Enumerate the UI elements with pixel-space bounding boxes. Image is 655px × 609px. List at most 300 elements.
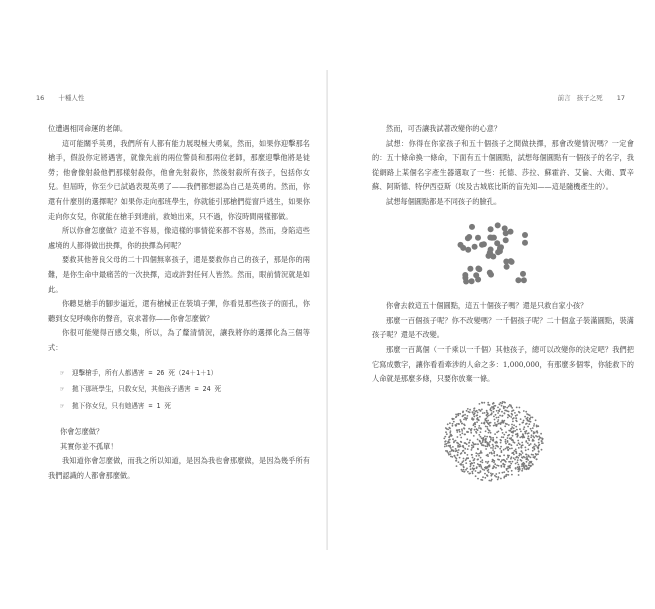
child-dot (477, 477, 479, 479)
child-dot (519, 436, 521, 438)
child-dot (516, 428, 518, 430)
child-dot (501, 436, 503, 438)
child-dot (519, 453, 521, 455)
child-dot (510, 428, 512, 430)
child-dot (459, 431, 461, 433)
child-dot (471, 444, 473, 446)
child-dot (508, 429, 510, 431)
child-dot (504, 412, 506, 414)
child-dot (469, 409, 471, 411)
child-dot (527, 459, 529, 461)
child-dot (451, 434, 453, 436)
child-dot (514, 430, 516, 432)
child-dot (525, 440, 527, 442)
child-dot (510, 405, 512, 407)
child-dot (479, 241, 485, 247)
child-dot (500, 441, 502, 443)
paragraph: 那麼一百個孩子呢？你不改變嗎？一千個孩子呢？二十個盒子裝滿圓點，裝滿孩子呢？還是不改變。 (372, 315, 634, 340)
child-dot (514, 442, 516, 444)
child-dot (501, 451, 503, 453)
child-dot (520, 430, 522, 432)
child-dot (457, 414, 459, 416)
child-dot (457, 451, 459, 453)
child-dot (509, 404, 511, 406)
child-dot (475, 276, 481, 282)
child-dot (458, 413, 460, 415)
child-dot (500, 427, 502, 429)
child-dot (477, 443, 479, 445)
child-dot (459, 444, 461, 446)
child-dot (466, 234, 472, 240)
child-dot (480, 431, 482, 433)
child-dot (489, 404, 491, 406)
child-dot (535, 445, 537, 447)
child-dot (467, 415, 469, 417)
child-dot (471, 447, 473, 449)
child-dot (467, 457, 469, 459)
closing-question: 你會怎麼做？ (60, 427, 104, 437)
child-dot (516, 444, 518, 446)
child-dot (463, 465, 465, 467)
left-page-body (48, 122, 310, 484)
child-dot (487, 419, 489, 421)
child-dot (504, 263, 510, 269)
child-dot (522, 232, 528, 238)
child-dot (481, 437, 483, 439)
child-dot (504, 409, 506, 411)
child-dot (472, 441, 474, 443)
child-dot (501, 466, 503, 468)
child-dot (491, 460, 493, 462)
child-dot (521, 444, 523, 446)
child-dot (528, 435, 530, 437)
child-dot (508, 410, 510, 412)
child-dot (487, 416, 489, 418)
child-dot (459, 463, 461, 465)
child-dot (519, 443, 521, 445)
child-dot (487, 444, 489, 446)
child-dot (499, 455, 501, 457)
child-dot (462, 410, 464, 412)
child-dot (458, 241, 464, 247)
child-dot (523, 419, 525, 421)
child-dot (502, 471, 504, 473)
child-dot (519, 465, 521, 467)
child-dot (492, 449, 494, 451)
right-running-head-section: 前言 (557, 94, 571, 102)
child-dot (483, 402, 485, 404)
child-dot (517, 439, 519, 441)
child-dot (471, 418, 473, 420)
child-dot (519, 406, 521, 408)
child-dot (459, 419, 461, 421)
child-dot (503, 449, 505, 451)
child-dot (492, 439, 494, 441)
child-dot (501, 459, 503, 461)
child-dot (497, 248, 503, 254)
child-dot (530, 428, 532, 430)
child-dot (498, 416, 500, 418)
child-dot (466, 438, 468, 440)
child-dot (491, 451, 493, 453)
child-dot (526, 465, 528, 467)
child-dot (477, 448, 479, 450)
child-dot (469, 472, 471, 474)
child-dot (530, 456, 532, 458)
child-dot (490, 447, 492, 449)
child-dot (480, 456, 482, 458)
child-dot (521, 441, 523, 443)
child-dot (542, 438, 544, 440)
child-dot (522, 452, 524, 454)
child-dot (480, 410, 482, 412)
child-dot (467, 448, 469, 450)
child-dot (507, 448, 509, 450)
child-dot (446, 450, 448, 452)
child-dot (481, 459, 483, 461)
child-dot (490, 432, 492, 434)
child-dot (511, 473, 513, 475)
left-page-number: 16 (36, 94, 45, 102)
equation-2 (48, 382, 310, 397)
child-dot (474, 426, 476, 428)
child-dot (452, 438, 454, 440)
child-dot (477, 458, 479, 460)
child-dot (474, 407, 476, 409)
child-dot (454, 455, 456, 457)
child-dot (494, 475, 496, 477)
child-dot (461, 428, 463, 430)
child-dot (453, 420, 455, 422)
child-dot (508, 405, 510, 407)
child-dot (502, 414, 504, 416)
child-dot (503, 433, 505, 435)
child-dot (490, 475, 492, 477)
child-dot (467, 408, 469, 410)
child-dot (485, 425, 487, 427)
child-dot (512, 439, 514, 441)
child-dot (455, 424, 457, 426)
child-dot (533, 440, 535, 442)
child-dot (481, 402, 483, 404)
child-dot (491, 478, 493, 480)
child-dot (467, 454, 469, 456)
child-dot (525, 411, 527, 413)
child-dot (500, 439, 502, 441)
paragraph: 所以你會怎麼做？這並不容易，像這樣的事情從來都不容易，然而，身陷這些處境的人都得做出抉擇，你的抉擇為何呢？ (48, 226, 310, 250)
child-dot (455, 448, 457, 450)
child-dot (469, 439, 471, 441)
child-dot (538, 438, 540, 440)
child-dot (459, 434, 461, 436)
child-dot (497, 420, 499, 422)
child-dot (489, 430, 491, 432)
child-dot (522, 468, 524, 470)
child-dot (471, 454, 473, 456)
child-dot (508, 258, 514, 264)
child-dot (484, 435, 486, 437)
right-page-number: 17 (616, 94, 625, 102)
child-dot (488, 423, 490, 425)
child-dot (524, 415, 526, 417)
child-dot (505, 461, 507, 463)
child-dot (468, 441, 470, 443)
child-dot (475, 234, 481, 240)
equation-3 (48, 399, 310, 414)
child-dot (532, 450, 534, 452)
child-dot (493, 451, 495, 453)
child-dot (483, 469, 485, 471)
child-dot (466, 431, 468, 433)
child-dot (526, 430, 528, 432)
child-dot (487, 475, 489, 477)
child-dot (477, 418, 479, 420)
child-dot (483, 444, 485, 446)
child-dot (478, 455, 480, 457)
child-dot (533, 445, 535, 447)
child-dot (516, 406, 518, 408)
child-dot (506, 474, 508, 476)
child-dot (536, 430, 538, 432)
child-dot (500, 445, 502, 447)
child-dot (486, 454, 488, 456)
child-dot (505, 439, 507, 441)
child-dot (495, 467, 497, 469)
child-dot (462, 445, 464, 447)
child-dot (501, 429, 503, 431)
child-dot (488, 479, 490, 481)
child-dot (455, 459, 457, 461)
child-dot (488, 431, 490, 433)
child-dot (518, 447, 520, 449)
child-dot (449, 432, 451, 434)
child-dot (470, 463, 472, 465)
child-dot (485, 445, 487, 447)
child-dot (528, 462, 530, 464)
child-dot (522, 422, 524, 424)
child-dot (493, 415, 495, 417)
child-dot (527, 437, 529, 439)
right-page-header (558, 93, 625, 102)
child-dot (520, 418, 522, 420)
child-dot (489, 465, 491, 467)
child-dot (469, 460, 471, 462)
child-dot (528, 414, 530, 416)
left-running-head: 十種人性 (58, 94, 85, 102)
child-dot (478, 425, 480, 427)
child-dot (531, 434, 533, 436)
child-dot (449, 422, 451, 424)
child-dot (503, 436, 505, 438)
child-dot (524, 456, 526, 458)
child-dot (464, 414, 466, 416)
child-dot (525, 423, 527, 425)
child-dot (527, 442, 529, 444)
child-dot (507, 456, 509, 458)
child-dot (468, 428, 470, 430)
equation-text: 拋下那班學生，只救女兒，其他孩子遇害 = 24 死 (72, 385, 222, 394)
child-dot (498, 409, 500, 411)
pointing-hand-icon: ☞ (60, 368, 64, 377)
paragraph: 試想每個圓點都是不同孩子的臉孔。 (386, 196, 502, 206)
child-dot (449, 451, 451, 453)
child-dot (489, 234, 495, 240)
child-dot (513, 457, 515, 459)
child-dot (474, 429, 476, 431)
child-dot (466, 410, 468, 412)
child-dot (446, 433, 448, 435)
child-dot (453, 450, 455, 452)
child-dot (487, 402, 489, 404)
child-dot (518, 474, 520, 476)
child-dot (511, 414, 513, 416)
child-dot (506, 406, 508, 408)
child-dot (535, 435, 537, 437)
child-dot (479, 403, 481, 405)
child-dot (463, 457, 465, 459)
child-dot (512, 418, 514, 420)
child-dot (529, 418, 531, 420)
child-dot (539, 437, 541, 439)
child-dot (484, 472, 486, 474)
child-dot (451, 450, 453, 452)
child-dot (510, 416, 512, 418)
child-dot (462, 464, 464, 466)
child-dot (508, 228, 514, 234)
child-dot (456, 442, 458, 444)
child-dot (537, 425, 539, 427)
paragraph: 你會去救這五十個圓點，這五十個孩子嗎？還是只救自家小孩？ (386, 301, 588, 311)
child-dot (478, 472, 480, 474)
child-dot (509, 415, 511, 417)
child-dot (471, 471, 473, 473)
child-dot (514, 458, 516, 460)
child-dot (458, 461, 460, 463)
child-dot (460, 421, 462, 423)
child-dot (473, 410, 475, 412)
child-dot (517, 435, 519, 437)
child-dot (510, 458, 512, 460)
child-dot (532, 435, 534, 437)
child-dot (459, 413, 461, 415)
child-dot (533, 432, 535, 434)
child-dot (461, 430, 463, 432)
child-dot (484, 412, 486, 414)
child-dot (482, 412, 484, 414)
child-dot (493, 402, 495, 404)
child-dot (535, 453, 537, 455)
child-dot (485, 419, 487, 421)
child-dot (505, 447, 507, 449)
child-dot (506, 458, 508, 460)
child-dot (476, 455, 478, 457)
child-dot (518, 470, 520, 472)
child-dot (500, 423, 502, 425)
child-dot (517, 457, 519, 459)
child-dot (496, 444, 498, 446)
child-dot (462, 450, 464, 452)
child-dot (517, 459, 519, 461)
child-dot (523, 410, 525, 412)
child-dot (492, 473, 494, 475)
child-dot (515, 448, 517, 450)
child-dot (530, 443, 532, 445)
child-dot (523, 426, 525, 428)
child-dot (473, 443, 475, 445)
child-dot (515, 419, 517, 421)
child-dot (505, 431, 507, 433)
child-dot (448, 441, 450, 443)
child-dot (520, 270, 526, 276)
child-dot (472, 243, 478, 249)
child-dot (469, 465, 471, 467)
child-dot (444, 445, 446, 447)
child-dot (468, 445, 470, 447)
child-dot (474, 458, 476, 460)
child-dot (449, 435, 451, 437)
child-dot (517, 432, 519, 434)
child-dot (498, 472, 500, 474)
child-dot (491, 412, 493, 414)
child-dot (449, 427, 451, 429)
child-dot (470, 430, 472, 432)
child-dot (473, 418, 475, 420)
child-dot (476, 410, 478, 412)
child-dot (460, 453, 462, 455)
child-dot (458, 449, 460, 451)
child-dot (477, 411, 479, 413)
child-dot (477, 429, 479, 431)
child-dot (457, 454, 459, 456)
child-dot (475, 470, 477, 472)
child-dot (532, 427, 534, 429)
child-dot (452, 425, 454, 427)
child-dot (489, 452, 491, 454)
child-dot (488, 471, 490, 473)
child-dot (490, 472, 492, 474)
child-dot (502, 463, 504, 465)
child-dot (500, 477, 502, 479)
child-dot (486, 410, 488, 412)
child-dot (514, 412, 516, 414)
child-dot (480, 436, 482, 438)
child-dot (538, 444, 540, 446)
child-dot (511, 447, 513, 449)
child-dot (494, 455, 496, 457)
equation-1 (48, 366, 310, 381)
child-dot (460, 445, 462, 447)
child-dot (523, 436, 525, 438)
child-dot (527, 467, 529, 469)
child-dot (480, 460, 482, 462)
child-dot (479, 465, 481, 467)
child-dot (538, 441, 540, 443)
child-dot (495, 222, 501, 228)
child-dot (469, 411, 471, 413)
child-dot (496, 431, 498, 433)
child-dot (503, 454, 505, 456)
pointing-hand-icon: ☞ (60, 385, 64, 394)
child-dot (502, 432, 504, 434)
child-dot (476, 467, 478, 469)
child-dot (494, 418, 496, 420)
child-dot (507, 416, 509, 418)
child-dot (527, 448, 529, 450)
child-dot (534, 448, 536, 450)
child-dot (486, 411, 488, 413)
child-dot (533, 423, 535, 425)
child-dot (488, 469, 490, 471)
